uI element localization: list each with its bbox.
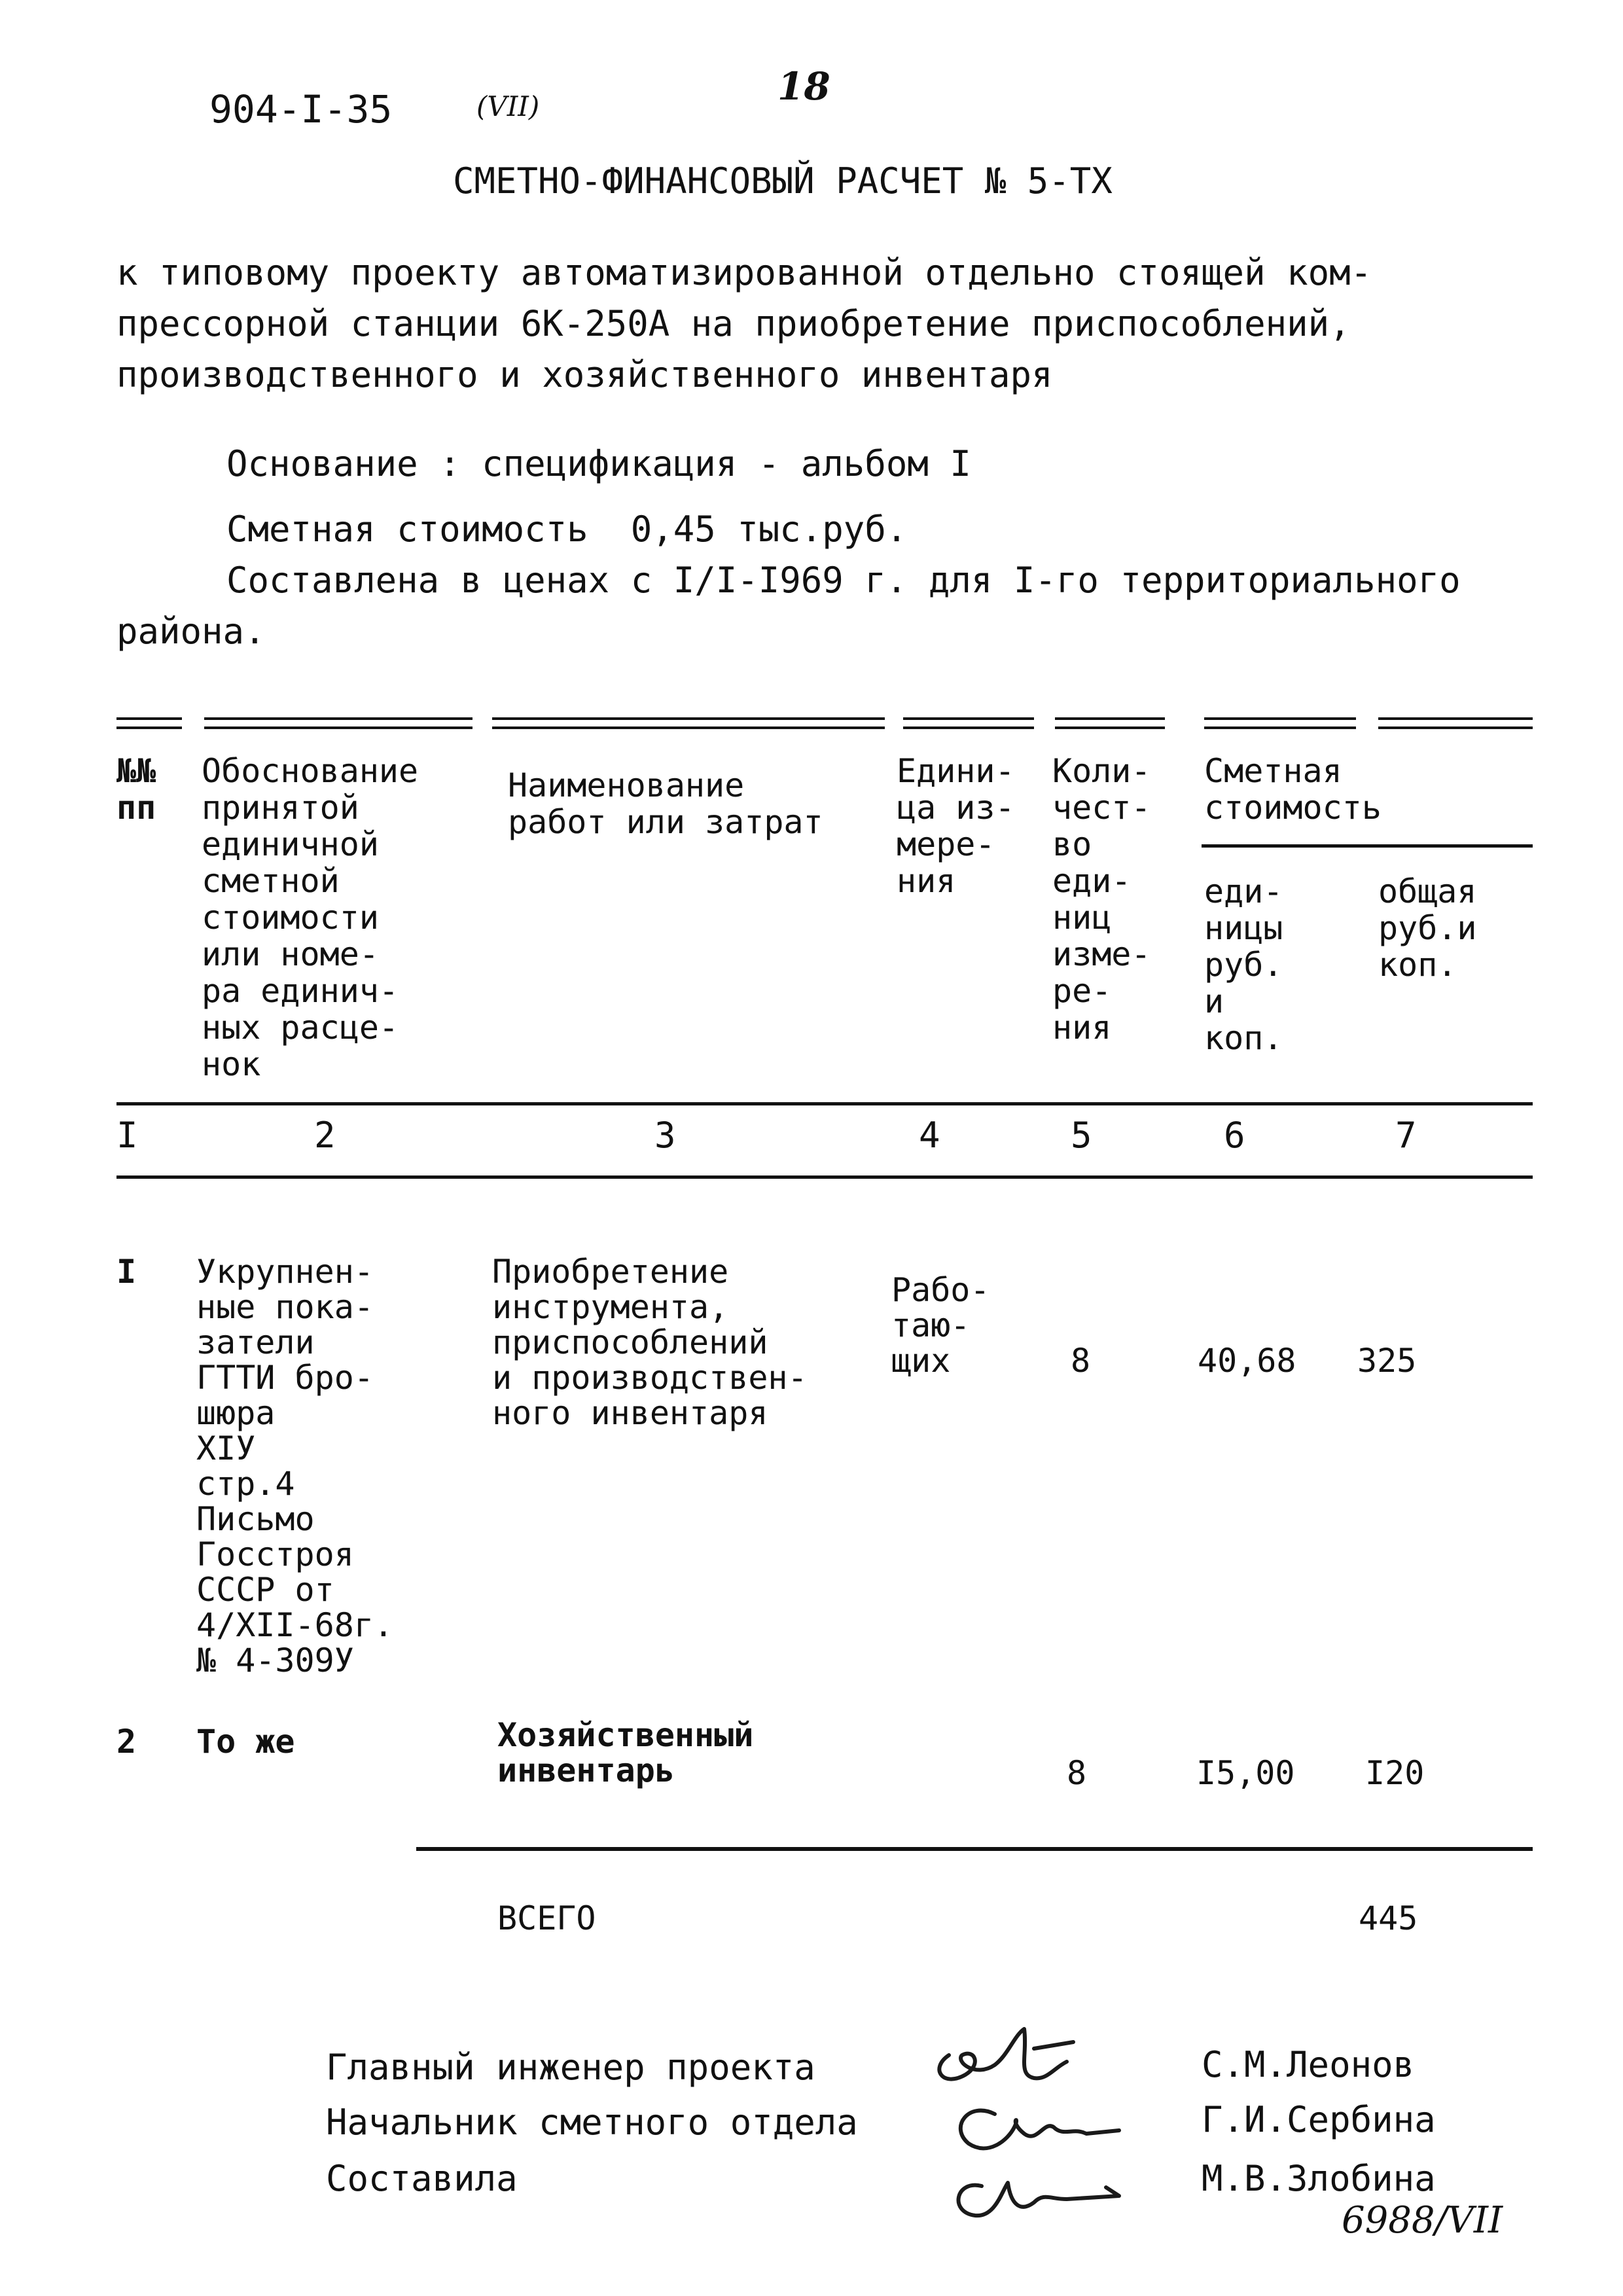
- prices-line-1: Составлена в ценах с I/I-I969 г. для I-го территориального: [226, 560, 1461, 601]
- basis-line: Основание : спецификация - альбом I: [226, 443, 971, 484]
- row-number: I: [116, 1253, 137, 1291]
- column-number-4: 4: [919, 1115, 940, 1156]
- header-col-estimated-cost: Сметная стоимость: [1204, 752, 1382, 827]
- header-sub-rule: [1202, 844, 1533, 848]
- header-col-number: №№ пп: [116, 752, 156, 827]
- signature-role-estimate-head: Начальник сметного отдела: [326, 2102, 858, 2143]
- row-unit-price: 40,68: [1198, 1342, 1296, 1380]
- signature-name-2: Г.И.Сербина: [1202, 2099, 1436, 2140]
- header-col-basis: Обоснование принятой единичной сметной стоимости или номе- ра единич- ных расце- нок: [202, 752, 419, 1083]
- header-col-unit-price: еди- ницы руб. и коп.: [1204, 872, 1283, 1057]
- intro-line-3: производственного и хозяйственного инвентаря: [116, 354, 1053, 395]
- table-top-rule: [1055, 717, 1165, 729]
- table-top-rule: [116, 717, 182, 729]
- table-top-rule: [1204, 717, 1356, 729]
- total-label: ВСЕГО: [497, 1899, 596, 1937]
- header-col-quantity: Коли- чест- во еди- ниц изме- ре- ния: [1052, 752, 1151, 1047]
- row-total: 325: [1357, 1342, 1417, 1380]
- row-name: Хозяйственный инвентарь: [497, 1716, 754, 1789]
- total-rule: [416, 1847, 1533, 1851]
- row-quantity: 8: [1067, 1754, 1087, 1792]
- signature-role-compiler: Составила: [326, 2158, 518, 2199]
- column-numbers-top-rule: [116, 1102, 1533, 1105]
- signature-name-1: С.М.Леонов: [1202, 2044, 1415, 2085]
- table-top-rule: [492, 717, 885, 729]
- prices-line-2: района.: [116, 611, 266, 652]
- handwritten-mark: (VII): [476, 90, 540, 122]
- row-basis: То же: [196, 1723, 295, 1761]
- table-top-rule: [204, 717, 473, 729]
- table-top-rule: [1378, 717, 1533, 729]
- page-number: 18: [777, 64, 830, 109]
- column-number-7: 7: [1395, 1115, 1417, 1156]
- row-total: I20: [1365, 1754, 1425, 1792]
- intro-line-2: прессорной станции 6К-250А на приобретение приспособлений,: [116, 303, 1351, 344]
- signature-name-3: М.В.Злобина: [1202, 2158, 1436, 2199]
- header-col-total: общая руб.и коп.: [1378, 872, 1477, 984]
- column-number-1: I: [116, 1115, 138, 1156]
- row-quantity: 8: [1071, 1342, 1091, 1380]
- row-number: 2: [116, 1723, 137, 1761]
- document-code: 904-I-35: [209, 87, 393, 132]
- row-unit-price: I5,00: [1196, 1754, 1295, 1792]
- row-name: Приобретение инструмента, приспособлений и производствен- ного инвентаря: [492, 1253, 808, 1432]
- column-numbers-bottom-rule: [116, 1175, 1533, 1179]
- intro-line-1: к типовому проекту автоматизированной отдельно стоящей ком-: [116, 252, 1372, 293]
- handwritten-signatures-image: [903, 2016, 1152, 2238]
- signature-role-chief-engineer: Главный инженер проекта: [326, 2047, 815, 2088]
- column-number-2: 2: [314, 1115, 336, 1156]
- row-basis: Укрупнен- ные пока- затели ГТТИ бро- шюра XIУ стр.4 Письмо Госстроя СССР от 4/XII-68г. № 4-309У: [196, 1253, 394, 1679]
- header-col-unit: Едини- ца из- мере- ния: [897, 752, 1015, 900]
- column-number-5: 5: [1071, 1115, 1092, 1156]
- total-value: 445: [1359, 1899, 1418, 1937]
- column-number-3: 3: [654, 1115, 676, 1156]
- row-unit: Рабо- таю- щих: [891, 1271, 990, 1380]
- archive-number: 6988/VII: [1342, 2199, 1503, 2242]
- header-col-name: Наименование работ или затрат: [508, 766, 823, 841]
- column-number-6: 6: [1224, 1115, 1245, 1156]
- document-title: СМЕТНО-ФИНАНСОВЫЙ РАСЧЕТ № 5-ТХ: [453, 160, 1113, 202]
- estimated-cost-line: Сметная стоимость 0,45 тыс.руб.: [226, 509, 908, 550]
- table-top-rule: [903, 717, 1034, 729]
